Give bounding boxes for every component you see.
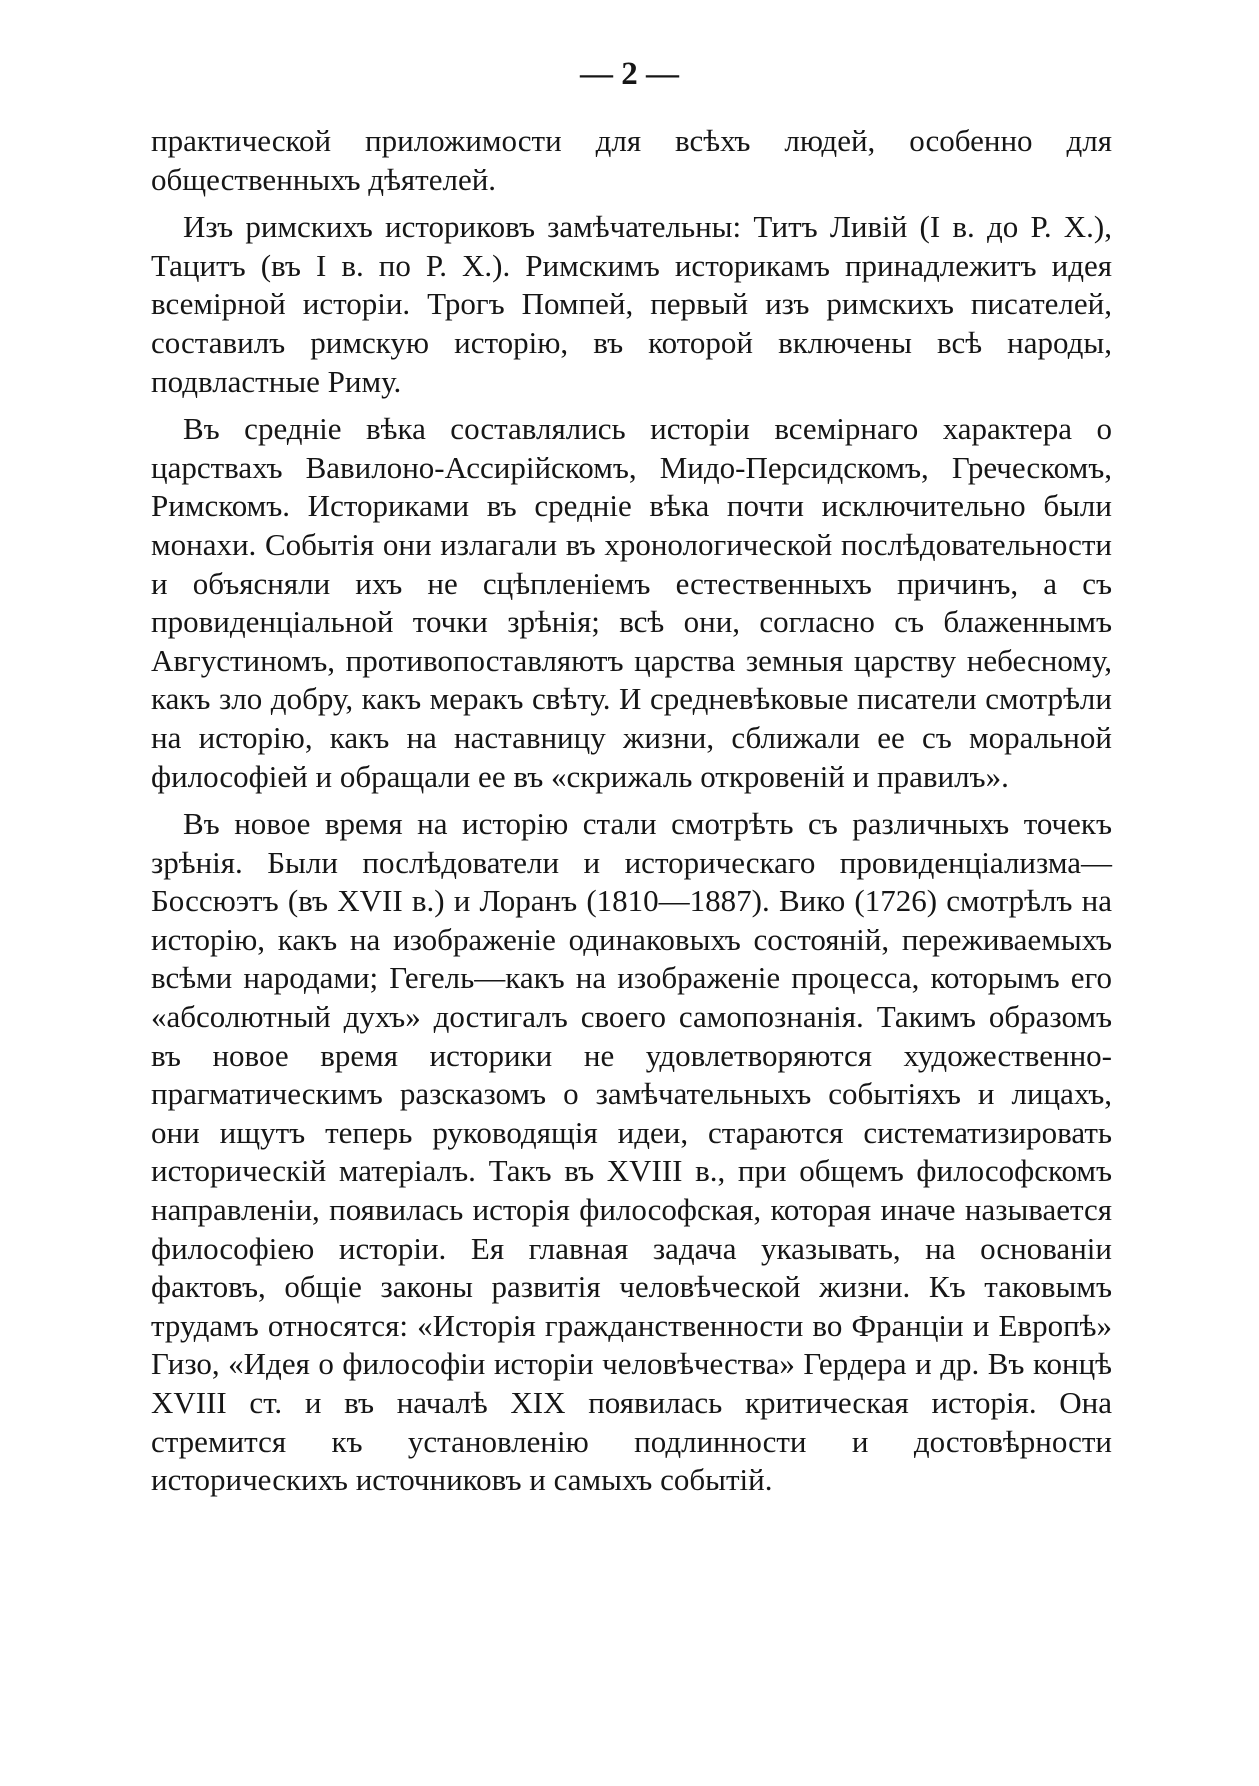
paragraph-roman-historians: Изъ римскихъ историковъ замѣчательны: Титъ Ливій (I в. до Р. Х.), Тацитъ (въ I в. по Р. Х.). Римскимъ историкамъ принадлежитъ идея всемірной исторіи. Трогъ Помпей, первый изъ римскихъ писателей, составилъ римскую исторію, въ которой включены всѣ народы, подвластные Риму.: [151, 209, 1112, 399]
paragraph-modern-times: Въ новое время на исторію стали смотрѣть съ различныхъ точекъ зрѣнія. Были послѣдователи и историческаго провиденціализма—Боссюэтъ (въ XVII в.) и Лоранъ (1810—1887). Вико (1726) смотрѣлъ на исторію, какъ на изображеніе одинаковыхъ состояній, переживаемыхъ всѣми народами; Гегель—какъ на изображеніе процесса, которымъ его «абсолютный духъ» достигалъ своего самопознанія. Такимъ образомъ въ новое время историки не удовлетворяются художественно-прагматическимъ разсказомъ о замѣчательныхъ событіяхъ и лицахъ, они ищутъ теперь руководящія идеи, стараются систематизировать историческій матеріалъ. Такъ въ XVIII в., при общемъ философскомъ направленіи, появилась исторія философская, которая иначе называется философіею исторіи. Ея главная задача указывать, на основаніи фактовъ, общіе законы развитія человѣческой жизни. Къ таковымъ трудамъ относятся: «Исторія гражданственности во Франціи и Европѣ» Гизо, «Идея о философіи исторіи человѣчества» Гердера и др. Въ концѣ XVIII ст. и въ началѣ XIX появилась критическая исторія. Она стремится къ установленію подлинности и достовѣрности историческихъ источниковъ и самыхъ событій.: [151, 806, 1112, 1498]
paragraph-continuation: практической приложимости для всѣхъ людей, особенно для общественныхъ дѣятелей.: [151, 123, 1112, 197]
page-number: — 2 —: [580, 56, 679, 92]
body-text: [151, 122, 1112, 1509]
paragraph-middle-ages: Въ средніе вѣка составлялись исторіи всемірнаго характера о царствахъ Вавилоно-Ассирійскомъ, Мидо-Персидскомъ, Греческомъ, Римскомъ. Историками въ средніе вѣка почти исключительно были монахи. Событія они излагали въ хронологической послѣдовательности и объясняли ихъ не сцѣпленіемъ естественныхъ причинъ, а съ провиденціальной точки зрѣнія; всѣ они, согласно съ блаженнымъ Августиномъ, противопоставляютъ царства земныя царству небесному, какъ зло добру, какъ меракъ свѣту. И средневѣковые писатели смотрѣли на исторію, какъ на наставницу жизни, сближали ее съ моральной философіей и обращали ее въ «скрижаль откровеній и правилъ».: [151, 411, 1112, 794]
